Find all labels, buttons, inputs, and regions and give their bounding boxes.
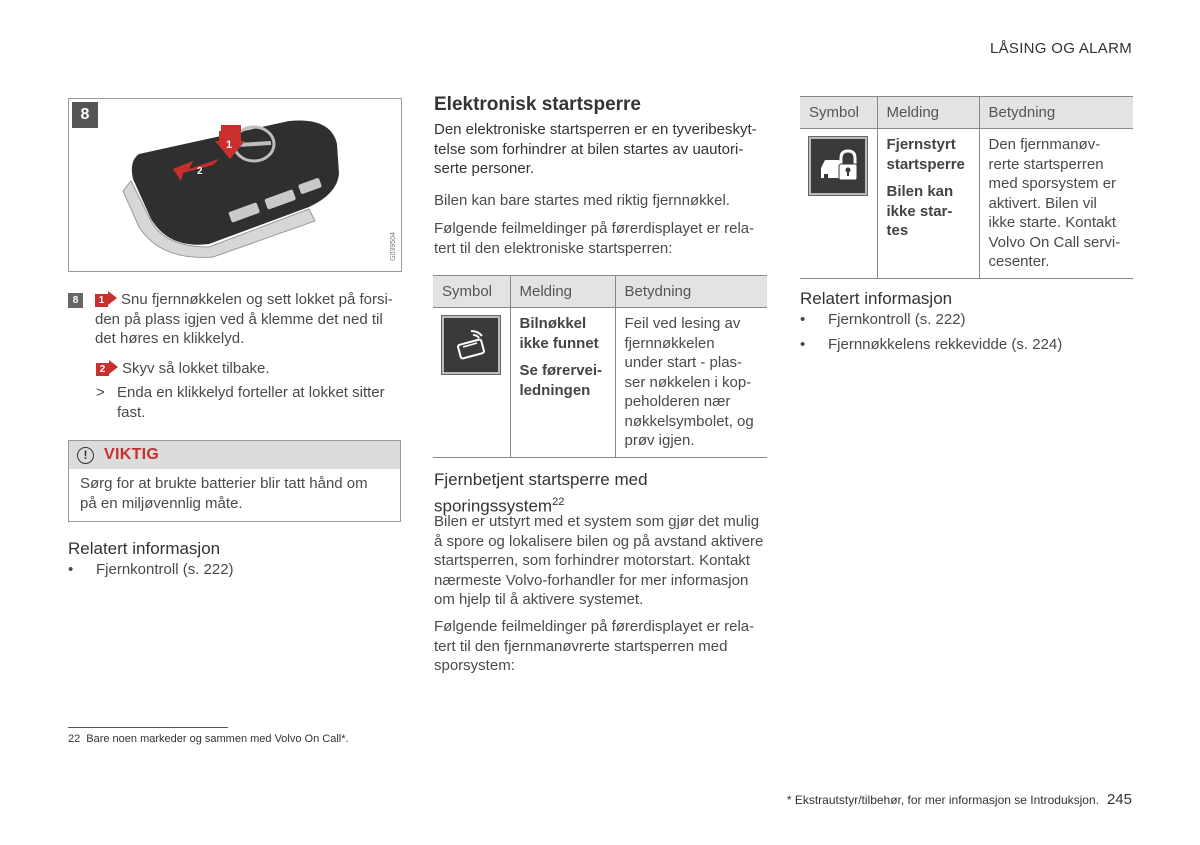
footnote — [68, 733, 349, 745]
arrow-icon — [108, 291, 117, 305]
message-table-2 — [800, 96, 1133, 279]
meaning-cell: Den fjernmanøv- rerte startsperren med sporsystem er aktivert. Bilen vil ikke starte. Kontakt Volvo On Call servi- cesenter. — [979, 129, 1133, 279]
symbol-cell — [433, 308, 510, 458]
fjernbetjent-para2: Følgende feilmeldinger på førerdisplayet er rela- tert til den fjernmanøvrerte startsperren med sporsystem: — [434, 618, 755, 674]
para3-line1: Følgende feilmeldinger på førerdisplayet er rela- — [434, 220, 755, 237]
step-2-text: Skyv så lokket tilbake. — [122, 360, 270, 377]
column-header-message: Melding — [877, 97, 979, 129]
message-1-line2: ikke funnet — [519, 334, 599, 352]
intro-line1: Den elektroniske startsperren er en tyveribeskyt- — [434, 121, 757, 138]
exclamation-circle-icon: ! — [77, 447, 94, 464]
important-notice-line2: på en miljøvennlig måte. — [80, 494, 243, 512]
message-1-line2: startsperre — [886, 155, 965, 173]
message-table-1 — [433, 275, 767, 458]
key-fob-signal-icon — [442, 316, 500, 374]
message-2-line3: tes — [886, 222, 909, 239]
section-title-elektronisk: Elektronisk startsperre — [434, 94, 641, 115]
column-header-message: Melding — [510, 276, 615, 308]
column-header-meaning: Betydning — [979, 97, 1133, 129]
elektronisk-intro — [434, 120, 769, 179]
column-header-symbol: Symbol — [433, 276, 510, 308]
step-number-1: 1 — [95, 294, 108, 307]
column-header-meaning: Betydning — [615, 276, 767, 308]
intro-line3: serte personer. — [434, 160, 535, 177]
related-info-list-1: • Fjernkontroll (s. 222) — [68, 557, 234, 582]
related-link[interactable]: Fjernkontroll (s. 222) — [828, 311, 966, 328]
footnote-ref[interactable]: 22 — [552, 496, 565, 508]
related-info-list-2: • Fjernkontroll (s. 222) • Fjernnøkkelens rekkevidde (s. 224) — [800, 307, 1062, 357]
important-notice-header — [69, 441, 400, 469]
step-1-text-line2: den på plass igjen ved å klemme det ned til — [95, 310, 383, 328]
important-notice-line1: Sørg for at brukte batterier blir tatt hånd om — [80, 475, 368, 492]
section-title-fjernbetjent — [434, 468, 648, 518]
figure-ref-badge: 8 — [68, 293, 83, 308]
related-link[interactable]: Fjernkontroll (s. 222) — [96, 561, 234, 578]
figure-code: G039504 — [390, 232, 397, 261]
arrow-icon — [109, 360, 118, 374]
important-notice — [68, 440, 401, 522]
step-1-text-line1: Snu fjernnøkkelen og sett lokket på forsi- — [121, 291, 393, 308]
car-padlock-icon — [809, 137, 867, 195]
message-2-line1: Bilen kan — [886, 183, 954, 200]
title-line1: Fjernbetjent startsperre med — [434, 470, 648, 489]
elektronisk-para2: Bilen kan bare startes med riktig fjernnøkkel. — [434, 192, 730, 209]
page-footer — [787, 791, 1132, 808]
important-notice-title: VIKTIG — [104, 446, 160, 463]
page-number: 245 — [1106, 791, 1132, 808]
result-text-line1: Enda en klikkelyd forteller at lokket sitter — [117, 384, 385, 401]
step-result — [96, 383, 406, 422]
figure-number: 8 — [72, 102, 98, 128]
message-1-line1: Bilnøkkel — [519, 315, 587, 332]
title-line2: sporingssystem — [434, 496, 553, 516]
table-row — [800, 129, 1133, 279]
column-header-symbol: Symbol — [800, 97, 877, 129]
key-fob-illustration — [69, 99, 399, 269]
intro-line2: telse som forhindrer at bilen startes av uautori- — [434, 140, 744, 158]
meaning-cell: Feil ved lesing av fjernnøkkelen under start - plas- ser nøkkelen i kop- peholderen nær nøkkelsymbolet, og prøv igjen. — [615, 308, 767, 458]
result-marker: > — [96, 384, 105, 401]
footer-note: * Ekstrautstyr/tilbehør, for mer informasjon se Introduksjon. — [786, 793, 1099, 807]
message-2-line2: ikke star- — [886, 202, 953, 220]
result-text-line2: fast. — [117, 403, 146, 421]
symbol-cell — [800, 129, 877, 279]
footnote-number: 22 — [68, 733, 81, 745]
related-info-title-2: Relatert informasjon — [800, 289, 953, 308]
footnote-text: Bare noen markeder og sammen med Volvo On Call*. — [86, 733, 349, 745]
key-fob-figure — [68, 98, 402, 272]
svg-text:1: 1 — [226, 139, 233, 151]
message-cell — [510, 308, 615, 458]
table-row — [433, 308, 767, 458]
message-2-line1: Se førervei- — [519, 362, 603, 379]
step-1 — [68, 290, 408, 349]
para3-line2: tert til den elektroniske startsperren: — [434, 239, 673, 257]
related-info-title-1: Relatert informasjon — [68, 539, 221, 558]
step-2 — [96, 359, 396, 379]
section-header: LÅSING OG ALARM — [989, 40, 1132, 57]
svg-text:2: 2 — [197, 166, 203, 177]
related-link[interactable]: Fjernnøkkelens rekkevidde (s. 224) — [828, 336, 1063, 353]
message-2-line2: ledningen — [519, 381, 591, 399]
message-cell — [877, 129, 979, 279]
message-1-line1: Fjernstyrt — [886, 136, 956, 153]
step-1-text-line3: det høres en klikkelyd. — [95, 330, 245, 347]
step-number-2: 2 — [96, 363, 109, 376]
footnote-divider — [68, 727, 228, 728]
elektronisk-para3 — [434, 219, 769, 258]
fjernbetjent-para1: Bilen er utstyrt med et system som gjør det mulig å spore og lokalisere bilen og på avstand aktivere startsperren, som forhindrer motorstart. Kontakt nærmeste Volvo-forhandler for mer informasjon om hjelp til å aktivere systemet. — [434, 513, 764, 608]
important-notice-body — [69, 469, 400, 518]
